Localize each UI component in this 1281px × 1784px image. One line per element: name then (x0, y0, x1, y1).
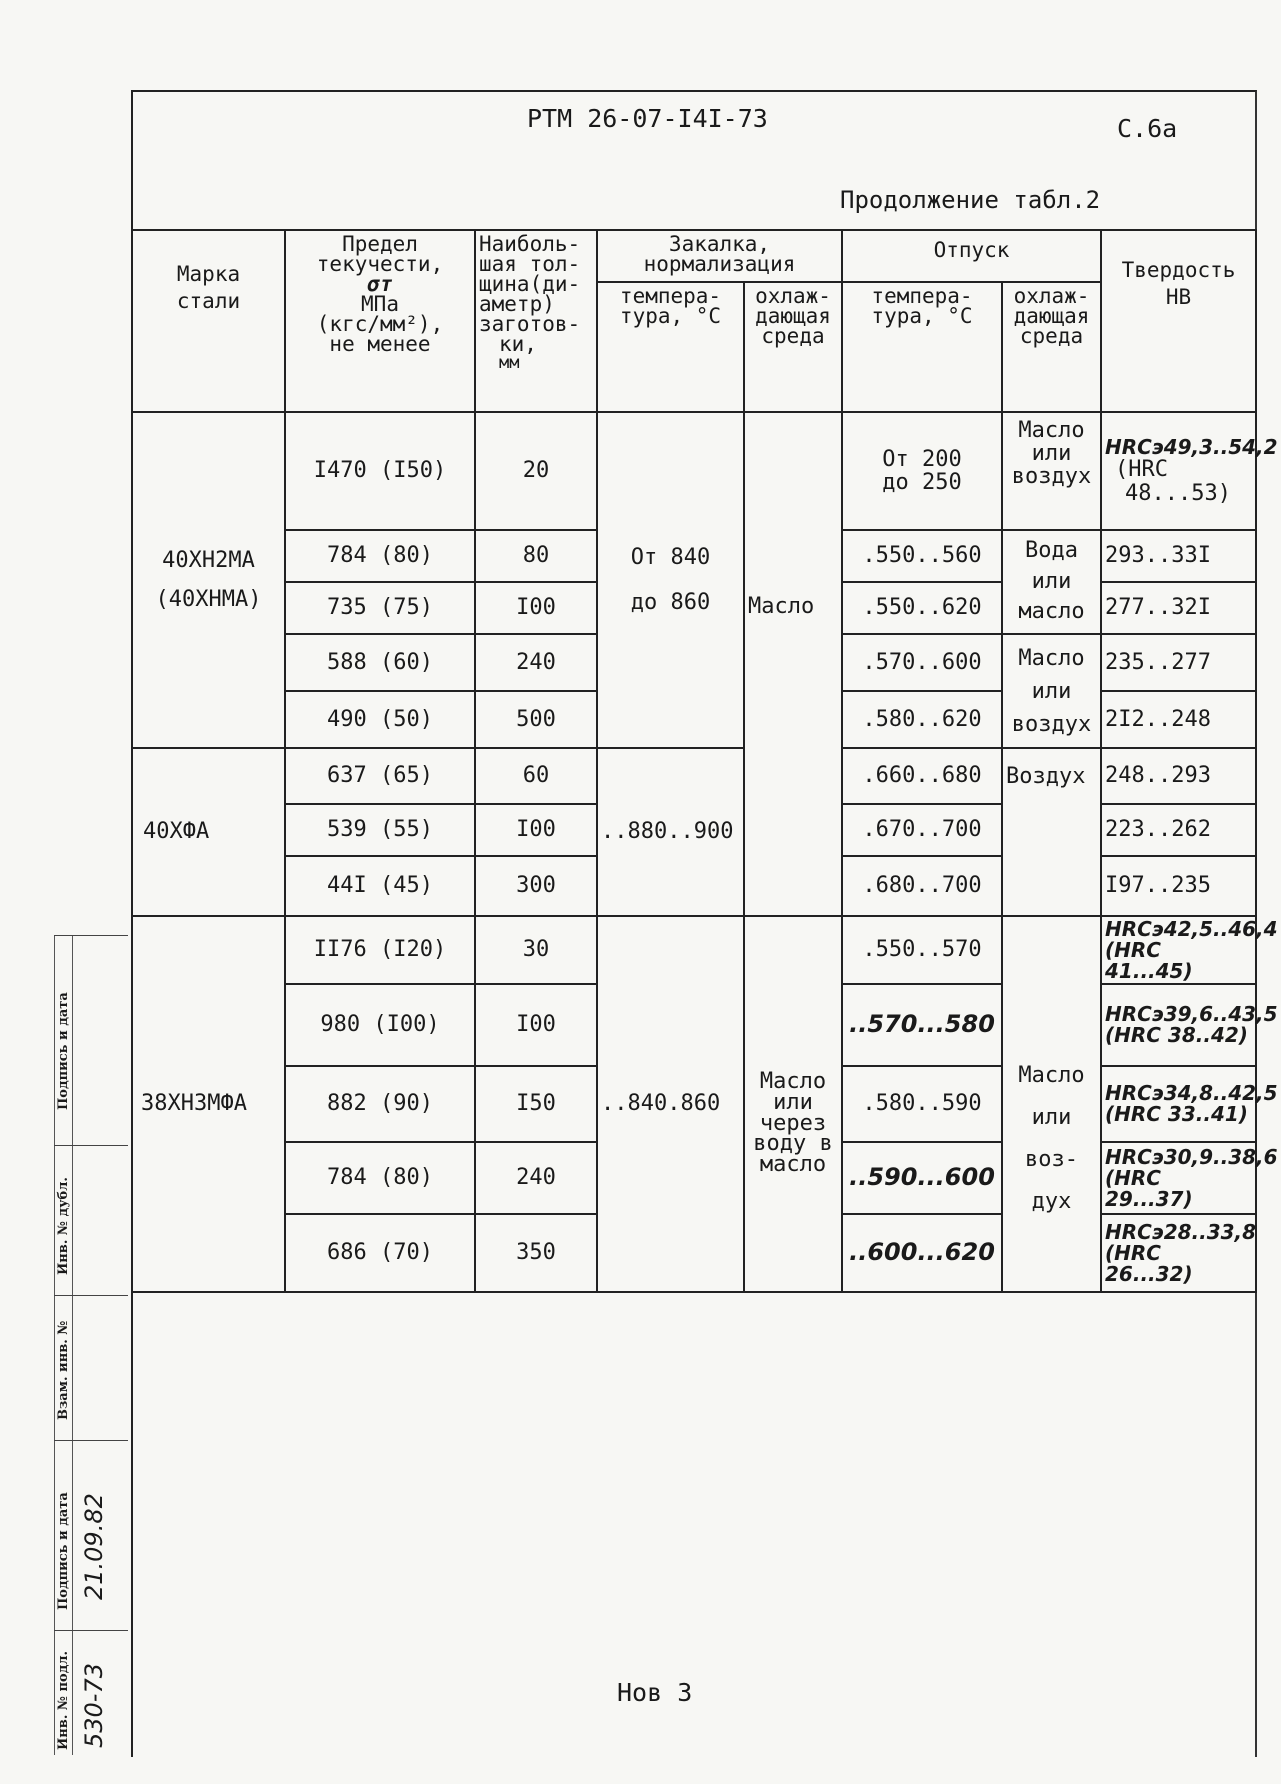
hardness-cell: 248..293 (1101, 748, 1256, 804)
table-cell: .580..620 (842, 691, 1002, 748)
grade-38khn3mfa: 38ХН3МФА (132, 916, 285, 1292)
table-cell: 20 (475, 412, 597, 530)
hardness-cell: HRCэ34,8..42,5 (HRC 33..41) (1101, 1066, 1256, 1142)
stamp-label: Инв. № дубл. (56, 1177, 71, 1275)
temper-cool-2: Вода или масло (1002, 530, 1101, 634)
header-quench: Закалка, нормализация (597, 230, 842, 282)
table-cell: .580..590 (842, 1066, 1002, 1142)
header-grade: Марка стали (132, 230, 285, 412)
hardness-cell: HRCэ49,3..54,2 (HRC 48...53) (1101, 412, 1256, 530)
table-cell: 539 (55) (285, 804, 475, 856)
table-cell: 300 (475, 856, 597, 916)
grade-40khn2ma: 40ХН2МА (40ХНМА) (132, 412, 285, 748)
table-cell: I00 (475, 804, 597, 856)
temper-cool-5: Масло или воз- дух (1002, 916, 1101, 1292)
table-cell: .570..600 (842, 634, 1002, 691)
hardness-cell: HRCэ28..33,8 (HRC 26...32) (1101, 1214, 1256, 1292)
hardness-cell: 2I2..248 (1101, 691, 1256, 748)
quench-cool-1: Масло (744, 412, 842, 916)
table-cell: 500 (475, 691, 597, 748)
hardness-cell: 277..32I (1101, 582, 1256, 634)
stamp-sign-date: 21.09.82 (80, 1493, 108, 1600)
quench-cool-3: Масло или через воду в масло (744, 916, 842, 1292)
table-cell: .670..700 (842, 804, 1002, 856)
table-cell: 588 (60) (285, 634, 475, 691)
table-cell: ..600...620 (842, 1214, 1002, 1292)
hardness-cell: I97..235 (1101, 856, 1256, 916)
table-cell: 735 (75) (285, 582, 475, 634)
grade-40khfa: 40ХФА (132, 748, 285, 916)
quench-temp-2: ..880..900 (597, 748, 744, 916)
hardness-cell: 235..277 (1101, 634, 1256, 691)
table-cell: ..570...580 (842, 984, 1002, 1066)
stamp-label: Инв. № подл. (56, 1650, 71, 1750)
hardness-cell: HRCэ42,5..46,4 (HRC 41...45) (1101, 916, 1256, 984)
hardness-cell: 223..262 (1101, 804, 1256, 856)
document-code: РТМ 26-07-I4I-73 (527, 104, 768, 133)
table-cell: 784 (80) (285, 1142, 475, 1214)
table-cell: Масло или воздух (1002, 412, 1101, 530)
table-cell: 686 (70) (285, 1214, 475, 1292)
table-cell: 980 (I00) (285, 984, 475, 1066)
header-quench-cool: охлаж- дающая среда (744, 282, 842, 412)
header-quench-temp: темпера- тура, °С (597, 282, 744, 412)
table-continuation: Продолжение табл.2 (840, 186, 1101, 214)
table-cell: .550..560 (842, 530, 1002, 582)
table-cell: 60 (475, 748, 597, 804)
hardness-cell: HRCэ39,6..43,5 (HRC 38..42) (1101, 984, 1256, 1066)
header-temper: Отпуск (842, 230, 1101, 282)
table-cell: 80 (475, 530, 597, 582)
footer-change-number: Нов 3 (617, 1678, 693, 1707)
header-temper-cool: охлаж- дающая среда (1002, 282, 1101, 412)
table-cell: I00 (475, 582, 597, 634)
table-cell: .680..700 (842, 856, 1002, 916)
stamp-label: Подпись и дата (56, 1492, 71, 1610)
header-yield: Предел текучести, σт МПа (кгс/мм²), не менее (285, 230, 475, 412)
quench-temp-1: От 840 до 860 (597, 412, 744, 748)
table-cell: 490 (50) (285, 691, 475, 748)
table-cell: От 200 до 250 (842, 412, 1002, 530)
table-cell: 240 (475, 1142, 597, 1214)
table-cell: 240 (475, 634, 597, 691)
header-hardness: Твердость НВ (1101, 230, 1256, 412)
stamp-label: Подпись и дата (56, 992, 71, 1110)
hardness-cell: HRCэ30,9..38,6 (HRC 29...37) (1101, 1142, 1256, 1214)
table-cell: I470 (I50) (285, 412, 475, 530)
table-cell: 882 (90) (285, 1066, 475, 1142)
stamp-inventory-number: 530-73 (80, 1662, 108, 1748)
table-cell: I50 (475, 1066, 597, 1142)
steel-properties-table (131, 229, 1278, 1293)
table-cell: 784 (80) (285, 530, 475, 582)
quench-temp-3: ..840.860 (597, 916, 744, 1292)
hardness-cell: 293..33I (1101, 530, 1256, 582)
table-cell: 44I (45) (285, 856, 475, 916)
table-cell: ..590...600 (842, 1142, 1002, 1214)
table-cell: 350 (475, 1214, 597, 1292)
table-cell: .660..680 (842, 748, 1002, 804)
temper-cool-4: Воздух (1002, 748, 1101, 916)
table-cell: II76 (I20) (285, 916, 475, 984)
table-cell: .550..570 (842, 916, 1002, 984)
table-cell: I00 (475, 984, 597, 1066)
page-number: С.6а (1117, 114, 1178, 143)
header-thickness: Наиболь- шая тол- щина(ди- аметр) заготов- ки, мм (475, 230, 597, 412)
temper-cool-3: Масло или воздух (1002, 634, 1101, 748)
table-cell: .550..620 (842, 582, 1002, 634)
stamp-label: Взам. инв. № (56, 1320, 71, 1420)
table-cell: 637 (65) (285, 748, 475, 804)
header-temper-temp: темпера- тура, °С (842, 282, 1002, 412)
table-cell: 30 (475, 916, 597, 984)
